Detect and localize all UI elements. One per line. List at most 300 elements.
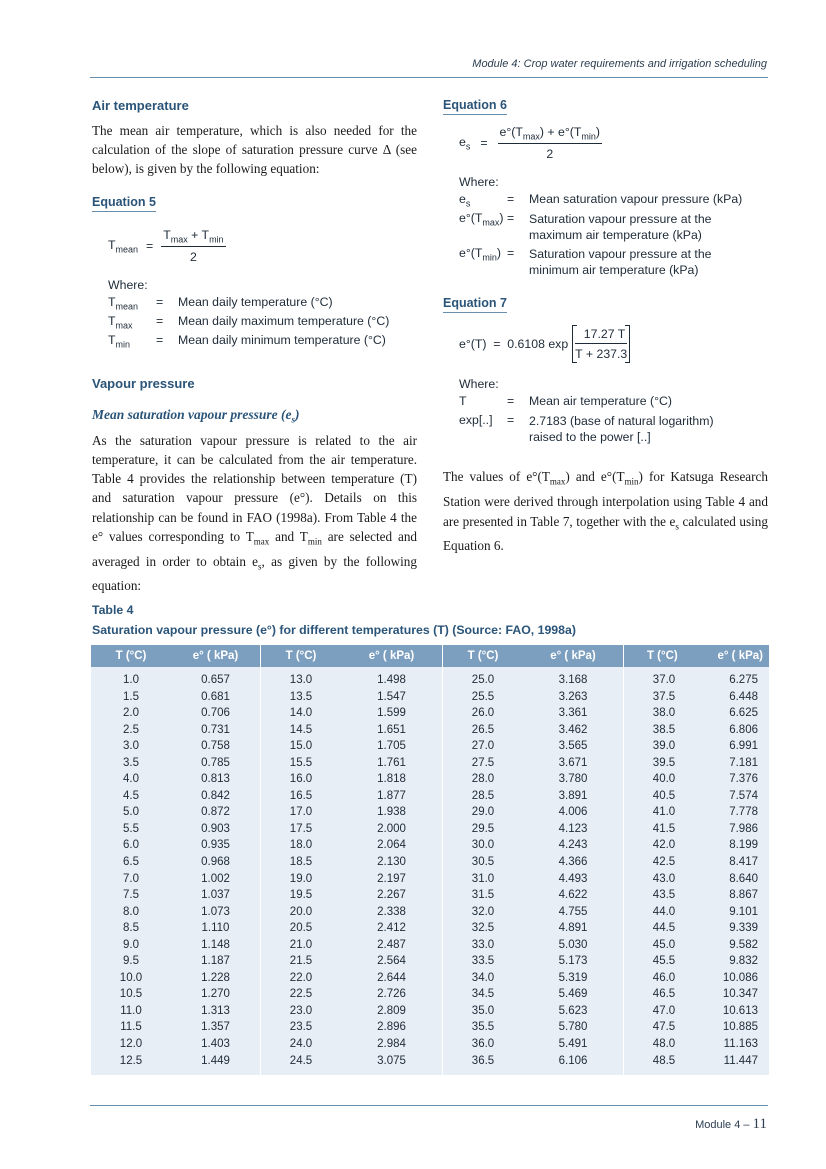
vapour-pressure-cell: 1.705: [377, 740, 406, 753]
vapour-pressure-cell: 1.148: [201, 938, 230, 951]
temperature-cell: 29.0: [471, 806, 495, 819]
vapour-pressure-cell: 3.263: [558, 690, 588, 703]
mean-saturation-vapour-pressure-heading: Mean saturation vapour pressure $(e_s)$: [92, 407, 300, 425]
vapour-pressure-cell: 10.347: [722, 988, 758, 1001]
vapour-pressure-cell: 10.086: [722, 971, 758, 984]
table-row: [91, 953, 260, 970]
temperature-cell: 19.5: [289, 889, 313, 902]
temperature-cell: 31.0: [471, 872, 495, 885]
vapour-pressure-cell: 4.622: [558, 889, 588, 902]
temperature-cell: 14.0: [289, 707, 313, 720]
header-rule: [90, 77, 768, 78]
temperature-cell: 35.5: [471, 1021, 495, 1034]
vapour-pressure-cell: 3.671: [558, 756, 588, 769]
table-row: [91, 970, 260, 987]
temperature-cell: 13.5: [289, 690, 313, 703]
temperature-cell: 30.5: [471, 856, 495, 869]
table-row: [443, 937, 623, 954]
table-caption: Saturation vapour pressure (e°) for different temperatures (T) (Source: FAO, 1998a): [92, 623, 576, 637]
table-row: [261, 887, 442, 904]
vapour-pressure-cell: 0.903: [201, 822, 230, 835]
vapour-pressure-cell: 1.818: [377, 773, 406, 786]
table-row: [624, 705, 769, 722]
table-row: [443, 804, 623, 821]
vapour-pressure-cell: 3.168: [558, 674, 588, 686]
table-row: [91, 854, 260, 871]
table-row: [91, 1053, 260, 1070]
table-row: [91, 887, 260, 904]
temperature-cell: 16.5: [289, 789, 313, 802]
vapour-pressure-cell: 1.449: [201, 1054, 230, 1067]
temperature-cell: 41.0: [652, 806, 676, 819]
table-row: [261, 821, 442, 838]
vapour-pressure-cell: 1.187: [201, 955, 230, 968]
table-row: [261, 689, 442, 706]
table-row: [624, 920, 769, 937]
table-row: [624, 904, 769, 921]
temperature-cell: 16.0: [289, 773, 313, 786]
table-row: [624, 738, 769, 755]
vapour-pressure-cell: 9.582: [729, 938, 758, 951]
temperature-cell: 3.0: [123, 740, 139, 753]
temperature-cell: 9.0: [123, 938, 139, 951]
table-row: [261, 1053, 442, 1070]
temperature-cell: 45.5: [652, 955, 676, 968]
table-row: [443, 1003, 623, 1020]
vapour-pressure-cell: 2.197: [377, 872, 406, 885]
temperature-cell: 37.5: [652, 690, 676, 703]
table-group-4: [624, 645, 769, 1075]
vapour-pressure-cell: 10.613: [722, 1004, 758, 1017]
temperature-cell: 30.0: [471, 839, 495, 852]
eq7-where-label: Where:: [459, 377, 499, 392]
table-row: [624, 854, 769, 871]
temperature-cell: 11.5: [120, 1021, 142, 1034]
table-row: [443, 904, 623, 921]
table-row: [624, 722, 769, 739]
table-header: T (°C) e° ( kPa): [443, 645, 623, 667]
table-row: [91, 672, 260, 689]
eq5-lhs: $T_{mean}$: [108, 237, 139, 255]
temperature-cell: 36.5: [471, 1054, 495, 1067]
vapour-pressure-cell: 4.123: [558, 822, 588, 835]
table-row: [91, 837, 260, 854]
temperature-cell: 4.0: [123, 773, 139, 786]
temperature-cell: 17.0: [289, 806, 313, 819]
vapour-pressure-cell: 3.361: [558, 707, 588, 720]
table-row: [443, 920, 623, 937]
table-row: [261, 837, 442, 854]
vapour-pressure-cell: 1.599: [377, 707, 406, 720]
table-row: [261, 1036, 442, 1053]
vapour-pressure-cell: 1.313: [201, 1004, 230, 1017]
left-column: [92, 96, 417, 596]
vapour-pressure-cell: 10.885: [722, 1021, 758, 1034]
vapour-pressure-cell: 8.640: [729, 872, 758, 885]
temperature-cell: 38.5: [652, 723, 676, 736]
temperature-cell: 14.5: [289, 723, 313, 736]
temperature-cell: 34.5: [471, 988, 495, 1001]
temperature-cell: 43.0: [652, 872, 676, 885]
table-row: [91, 821, 260, 838]
table-row: [261, 1003, 442, 1020]
eq6-where-list: [459, 192, 768, 278]
temperature-cell: 45.0: [652, 938, 676, 951]
vapour-pressure-cell: 2.896: [377, 1021, 406, 1034]
table-row: [443, 1036, 623, 1053]
right-column: [443, 96, 768, 556]
vapour-pressure-cell: 1.938: [377, 806, 406, 819]
temperature-cell: 26.0: [471, 707, 495, 720]
temperature-cell: 11.0: [120, 1004, 142, 1017]
temperature-cell: 8.0: [123, 905, 139, 918]
vapour-pressure-heading: Vapour pressure: [92, 376, 195, 392]
temperature-cell: 24.0: [289, 1038, 313, 1051]
table-row: [91, 1003, 260, 1020]
temperature-cell: 18.5: [289, 856, 313, 869]
vapour-pressure-cell: 8.867: [729, 889, 758, 902]
vapour-pressure-cell: 8.417: [729, 856, 758, 869]
where-row: $T_{mean}$ = Mean daily temperature (°C): [108, 295, 333, 312]
temperature-cell: 7.5: [123, 889, 139, 902]
table-row: [261, 953, 442, 970]
table-row: [261, 904, 442, 921]
temperature-cell: 1.0: [123, 674, 139, 686]
table-row: [624, 821, 769, 838]
vapour-pressure-cell: 2.487: [377, 938, 406, 951]
vapour-pressure-cell: 5.623: [558, 1004, 588, 1017]
temperature-cell: 20.5: [289, 922, 313, 935]
temperature-cell: 28.0: [471, 773, 495, 786]
table-row: [261, 1019, 442, 1036]
temperature-cell: 37.0: [652, 674, 676, 686]
temperature-cell: 19.0: [289, 872, 313, 885]
vapour-pressure-cell: 7.376: [729, 773, 758, 786]
table-row: [624, 755, 769, 772]
table-row: [261, 970, 442, 987]
table-row: [624, 1019, 769, 1036]
temperature-cell: 15.0: [289, 740, 313, 753]
equation-6: $e_s$ = $\frac{e^\circ(T_{max}) + e^\circ(T_{min})}{2}$: [459, 125, 601, 162]
table-label: Table 4: [92, 603, 134, 617]
vapour-pressure-cell: 3.891: [558, 789, 588, 802]
temperature-cell: 23.5: [289, 1021, 313, 1034]
temperature-cell: 33.5: [471, 955, 495, 968]
vapour-pressure-cell: 9.101: [729, 905, 758, 918]
table-row: [624, 887, 769, 904]
vapour-pressure-cell: 2.338: [377, 905, 406, 918]
temperature-cell: 29.5: [471, 822, 495, 835]
table-row: [443, 771, 623, 788]
temperature-cell: 26.5: [471, 723, 495, 736]
table-group-2: [261, 645, 442, 1075]
vapour-pressure-cell: 1.761: [377, 756, 406, 769]
vapour-pressure-cell: 5.319: [558, 971, 588, 984]
table-row: [261, 771, 442, 788]
table-row: [443, 755, 623, 772]
table-row: [624, 837, 769, 854]
table-row: [261, 804, 442, 821]
temperature-cell: 20.0: [289, 905, 313, 918]
temperature-cell: 23.0: [289, 1004, 313, 1017]
table-row: [91, 771, 260, 788]
table-row: [443, 887, 623, 904]
vapour-pressure-cell: 11.163: [723, 1038, 758, 1051]
vapour-pressure-cell: 2.130: [377, 856, 406, 869]
vapour-pressure-cell: 11.447: [723, 1054, 758, 1067]
table-row: [91, 788, 260, 805]
temperature-cell: 5.0: [123, 806, 139, 819]
table-row: [91, 738, 260, 755]
equation-6-label: Equation 6: [443, 98, 507, 115]
table-row: [624, 1003, 769, 1020]
table-row: [443, 854, 623, 871]
temperature-cell: 5.5: [123, 822, 139, 835]
temperature-cell: 32.5: [471, 922, 495, 935]
temperature-cell: 22.5: [289, 988, 313, 1001]
vapour-pressure-cell: 3.075: [377, 1054, 406, 1067]
vapour-pressure-cell: 2.000: [377, 822, 406, 835]
temperature-cell: 4.5: [123, 789, 139, 802]
table-row: [91, 722, 260, 739]
temperature-cell: 40.5: [652, 789, 676, 802]
temperature-cell: 10.0: [119, 971, 143, 984]
temperature-cell: 41.5: [652, 822, 676, 835]
equation-5: [108, 228, 417, 264]
temperature-cell: 13.0: [289, 674, 313, 686]
eq5-fraction: $\frac{T_{max} + T_{min}}{2}$: [163, 227, 224, 265]
vapour-pressure-cell: 5.780: [558, 1021, 588, 1034]
where-row: $T_{min}$ = Mean daily minimum temperature (°C): [108, 333, 386, 350]
temperature-cell: 6.0: [123, 839, 139, 852]
vapour-pressure-cell: 9.339: [729, 922, 758, 935]
temperature-cell: 47.0: [652, 1004, 676, 1017]
vapour-pressure-cell: 6.806: [729, 723, 758, 736]
vapour-pressure-cell: 0.758: [201, 740, 230, 753]
temperature-cell: 21.0: [289, 938, 313, 951]
table-row: [624, 804, 769, 821]
where-row: $T_{max}$ = Mean daily maximum temperature (°C): [108, 314, 390, 331]
vapour-pressure-cell: 6.275: [729, 674, 758, 686]
table-row: [261, 705, 442, 722]
temperature-cell: 12.0: [119, 1038, 143, 1051]
eq5-where-label: Where:: [108, 278, 148, 293]
vapour-pressure-cell: 3.565: [558, 740, 588, 753]
temperature-cell: 15.5: [289, 756, 313, 769]
vapour-pressure-cell: 1.110: [201, 922, 230, 935]
temperature-cell: 10.5: [119, 988, 143, 1001]
vapour-pressure-cell: 4.891: [558, 922, 588, 935]
temperature-cell: 36.0: [471, 1038, 495, 1051]
table-row: [91, 1019, 260, 1036]
vapour-pressure-cell: 0.842: [201, 789, 230, 802]
table-row: [261, 920, 442, 937]
temperature-cell: 28.5: [471, 789, 495, 802]
table-row: [443, 1053, 623, 1070]
temperature-cell: 27.5: [471, 756, 495, 769]
page-number: 11: [752, 1116, 767, 1132]
vapour-pressure-cell: 2.809: [377, 1004, 406, 1017]
vapour-pressure-cell: 0.706: [201, 707, 230, 720]
vapour-pressure-cell: 2.726: [377, 988, 406, 1001]
table-row: [261, 986, 442, 1003]
page-footer: [695, 1116, 767, 1133]
table-row: [624, 689, 769, 706]
temperature-cell: 8.5: [123, 922, 139, 935]
vapour-pressure-cell: 1.547: [377, 690, 406, 703]
table-row: [443, 1019, 623, 1036]
table-row: [91, 689, 260, 706]
eq6-fraction: $\frac{e^\circ(T_{max}) + e^\circ(T_{min})}{2}$: [499, 125, 601, 162]
table-row: [624, 953, 769, 970]
table-row: [624, 986, 769, 1003]
eq6-where-label: Where:: [459, 175, 499, 190]
table-row: [624, 871, 769, 888]
vapour-pressure-cell: 0.657: [201, 674, 230, 686]
where-row: $e^\circ(T_{max})$ = Saturation vapour pressure at the maximum air temperature (kPa): [459, 211, 712, 243]
table-row: [624, 937, 769, 954]
eq5-where-list: [108, 295, 417, 352]
air-temperature-text: The mean air temperature, which is also needed for the calculation of the slope of saturation pressure curve Δ (see below), is given by the following equation:: [92, 123, 417, 177]
vapour-pressure-cell: 0.935: [201, 839, 230, 852]
temperature-cell: 39.5: [652, 756, 676, 769]
vapour-pressure-cell: 1.877: [377, 789, 406, 802]
where-row: exp[..] = 2.7183 (base of natural logarithm) raised to the power [..]: [459, 413, 714, 445]
vapour-pressure-cell: 1.037: [201, 889, 230, 902]
vapour-pressure-cell: 0.813: [201, 773, 230, 786]
table-row: [443, 738, 623, 755]
table-header: T (°C) e° ( kPa): [91, 645, 260, 667]
temperature-cell: 17.5: [289, 822, 313, 835]
table-row: [261, 738, 442, 755]
table-group-1: [91, 645, 260, 1075]
vapour-pressure-cell: 2.064: [377, 839, 406, 852]
table-header: T (°C) e° ( kPa): [261, 645, 442, 667]
temperature-cell: 39.0: [652, 740, 676, 753]
vapour-pressure-cell: 5.173: [558, 955, 588, 968]
temperature-cell: 46.5: [652, 988, 676, 1001]
footer-module: Module 4 –: [695, 1119, 753, 1131]
temperature-cell: 22.0: [289, 971, 313, 984]
table-row: [443, 788, 623, 805]
eq5-equals: =: [146, 238, 154, 253]
vapour-pressure-cell: 5.491: [558, 1038, 588, 1051]
where-row: $e_s$ = Mean saturation vapour pressure (kPa): [459, 192, 743, 209]
vapour-pressure-cell: 5.030: [558, 938, 588, 951]
table-row: [91, 920, 260, 937]
vapour-pressure-cell: 7.778: [729, 806, 758, 819]
equation-5-label: Equation 5: [92, 195, 156, 212]
vapour-pressure-cell: 1.073: [201, 905, 230, 918]
table-row: [261, 672, 442, 689]
vapour-pressure-cell: 0.872: [201, 806, 230, 819]
table-header: T (°C) e° ( kPa): [624, 645, 769, 667]
vapour-pressure-text: As the saturation vapour pressure is related to the air temperature, it can be calculated from the air temperature. Table 4 provides the relationship between temperature (T) and saturation vapour pressure (e°). Details on this relationship can be found in FAO (1998a). From Table 4 the e° values corresponding to $T_{max}$ and $T_{min}$ are selected and averaged in order to obtain $e_s$, as given by the following equation:: [92, 432, 418, 594]
vapour-pressure-cell: 6.106: [558, 1054, 588, 1067]
vapour-pressure-cell: 1.228: [201, 971, 230, 984]
temperature-cell: 32.0: [471, 905, 495, 918]
vapour-pressure-cell: 0.968: [201, 856, 230, 869]
vapour-pressure-cell: 3.462: [558, 723, 588, 736]
table-row: [624, 672, 769, 689]
vapour-pressure-cell: 4.243: [558, 839, 588, 852]
vapour-pressure-cell: 7.181: [729, 756, 758, 769]
table-row: [91, 986, 260, 1003]
table-row: [91, 804, 260, 821]
table-row: [624, 771, 769, 788]
temperature-cell: 48.0: [652, 1038, 676, 1051]
temperature-cell: 47.5: [652, 1021, 676, 1034]
temperature-cell: 42.0: [652, 839, 676, 852]
table-row: [91, 705, 260, 722]
vapour-pressure-cell: 6.625: [729, 707, 758, 720]
temperature-cell: 18.0: [289, 839, 313, 852]
temperature-cell: 33.0: [471, 938, 495, 951]
temperature-cell: 44.0: [652, 905, 676, 918]
table-row: [443, 689, 623, 706]
temperature-cell: 31.5: [471, 889, 495, 902]
temperature-cell: 42.5: [652, 856, 676, 869]
vapour-pressure-cell: 7.986: [729, 822, 758, 835]
temperature-cell: 12.5: [119, 1054, 143, 1067]
vapour-pressure-cell: 0.731: [201, 723, 230, 736]
temperature-cell: 24.5: [289, 1054, 313, 1067]
vapour-pressure-cell: 1.403: [201, 1038, 230, 1051]
vapour-pressure-cell: 2.564: [377, 955, 406, 968]
table-row: [91, 755, 260, 772]
table-row: [443, 821, 623, 838]
table-row: [261, 722, 442, 739]
table-row: [443, 705, 623, 722]
vapour-pressure-cell: 2.644: [377, 971, 406, 984]
table-row: [261, 871, 442, 888]
running-header: Module 4: Crop water requirements and irrigation scheduling: [472, 58, 767, 70]
vapour-pressure-cell: 1.498: [377, 674, 406, 686]
table-row: [443, 722, 623, 739]
eq7-where-list: [459, 394, 768, 445]
vapour-pressure-cell: 4.755: [558, 905, 588, 918]
vapour-pressure-cell: 3.780: [558, 773, 588, 786]
table-row: [624, 1036, 769, 1053]
table-row: [261, 788, 442, 805]
table-row: [91, 904, 260, 921]
table-row: [443, 953, 623, 970]
vapour-pressure-cell: 1.651: [377, 723, 406, 736]
eq7-bracket: $\frac{17.27 T}{T + 237.3}$: [572, 325, 630, 363]
footer-rule: [90, 1105, 768, 1106]
table-row: [624, 1053, 769, 1070]
vapour-pressure-cell: 6.991: [729, 740, 758, 753]
table-row: [91, 937, 260, 954]
temperature-cell: 2.5: [123, 723, 139, 736]
temperature-cell: 43.5: [652, 889, 676, 902]
table-row: [443, 970, 623, 987]
air-temperature-heading: Air temperature: [92, 98, 189, 113]
table-row: [624, 970, 769, 987]
temperature-cell: 40.0: [652, 773, 676, 786]
temperature-cell: 25.5: [471, 690, 495, 703]
where-row: T = Mean air temperature (°C): [459, 394, 672, 409]
temperature-cell: 2.0: [123, 707, 139, 720]
vapour-pressure-cell: 4.366: [558, 856, 588, 869]
temperature-cell: 27.0: [471, 740, 495, 753]
equation-7-label: Equation 7: [443, 296, 507, 313]
vapour-pressure-cell: 9.832: [729, 955, 758, 968]
temperature-cell: 38.0: [652, 707, 676, 720]
table-row: [443, 871, 623, 888]
table-row: [91, 1036, 260, 1053]
vapour-pressure-cell: 0.681: [201, 690, 230, 703]
